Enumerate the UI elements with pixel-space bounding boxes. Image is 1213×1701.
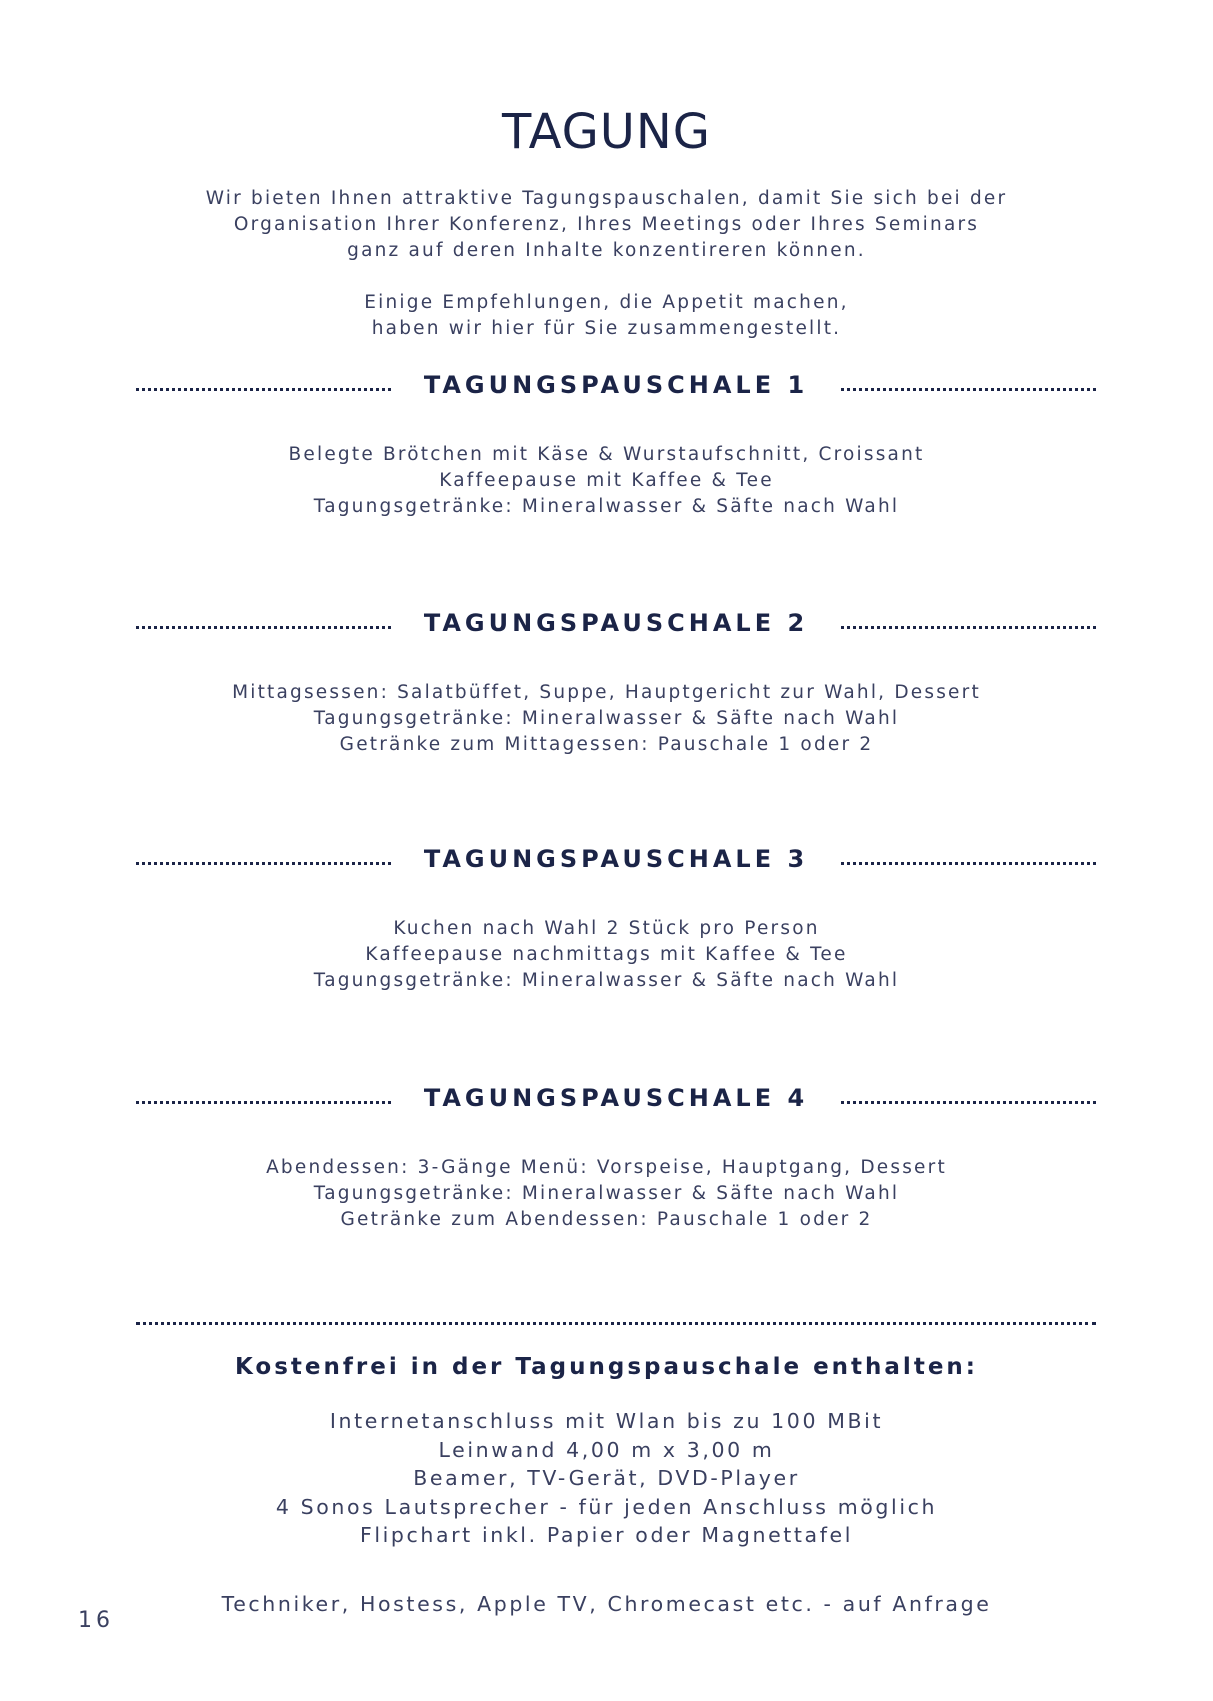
dotted-divider [841,388,1096,391]
list-item: Kaffeepause mit Kaffee & Tee [439,470,774,491]
list-item: Getränke zum Abendessen: Pauschale 1 oder 2 [340,1209,873,1230]
section-title: TAGUNGSPAUSCHALE 3 [423,845,809,873]
list-item: Kuchen nach Wahl 2 Stück pro Person [393,918,820,939]
dotted-divider [841,1101,1096,1104]
section-items-2 [0,680,1213,758]
list-item: Kaffeepause nachmittags mit Kaffee & Tee [365,944,848,965]
intro-line: haben wir hier für Sie zusammengestellt. [371,318,842,339]
list-item: Getränke zum Mittagessen: Pauschale 1 oder 2 [339,734,874,755]
list-item: Flipchart inkl. Papier oder Magnettafel [359,1523,854,1548]
section-items-1 [0,442,1213,520]
included-title: Kostenfrei in der Tagungspauschale enthalten: [235,1354,978,1380]
section-header-3 [136,845,1096,881]
section-title: TAGUNGSPAUSCHALE 2 [423,609,809,637]
list-item: Tagungsgetränke: Mineralwasser & Säfte nach Wahl [313,708,900,729]
intro-line: ganz auf deren Inhalte konzentireren können. [347,240,866,261]
list-item: Beamer, TV-Gerät, DVD-Player [413,1466,800,1491]
section-header-1 [136,371,1096,407]
list-item: 4 Sonos Lautsprecher - für jeden Anschluss möglich [275,1494,938,1519]
page-number: 16 [78,1608,114,1633]
section-items-3 [0,916,1213,994]
list-item: Internetanschluss mit Wlan bis zu 100 MBit [329,1409,884,1433]
list-item: Leinwand 4,00 m x 3,00 m [438,1437,775,1462]
list-item: Tagungsgetränke: Mineralwasser & Säfte nach Wahl [313,1183,900,1204]
dotted-divider [841,862,1096,865]
intro-line: Einige Empfehlungen, die Appetit machen, [364,292,849,313]
intro-line: Organisation Ihrer Konferenz, Ihres Meetings oder Ihres Seminars [233,214,980,235]
intro-text [0,186,1213,342]
list-item: Mittagsessen: Salatbüffet, Suppe, Hauptgericht zur Wahl, Dessert [232,682,981,703]
on-request-note: Techniker, Hostess, Apple TV, Chromecast etc. - auf Anfrage [221,1592,992,1616]
section-title: TAGUNGSPAUSCHALE 1 [423,371,809,399]
dotted-divider [841,626,1096,629]
list-item: Tagungsgetränke: Mineralwasser & Säfte nach Wahl [313,970,900,991]
page-title: TAGUNG [501,104,711,160]
list-item: Belegte Brötchen mit Käse & Wurstaufschnitt, Croissant [288,444,925,465]
section-header-2 [136,609,1096,645]
section-header-4 [136,1084,1096,1120]
intro-line: Wir bieten Ihnen attraktive Tagungspauschalen, damit Sie sich bei der [205,188,1008,209]
section-items-4 [0,1155,1213,1233]
dotted-divider-full [136,1322,1096,1325]
list-item: Tagungsgetränke: Mineralwasser & Säfte nach Wahl [313,496,900,517]
list-item: Abendessen: 3-Gänge Menü: Vorspeise, Hauptgang, Dessert [266,1157,947,1178]
included-items [0,1407,1213,1550]
section-title: TAGUNGSPAUSCHALE 4 [423,1084,809,1112]
